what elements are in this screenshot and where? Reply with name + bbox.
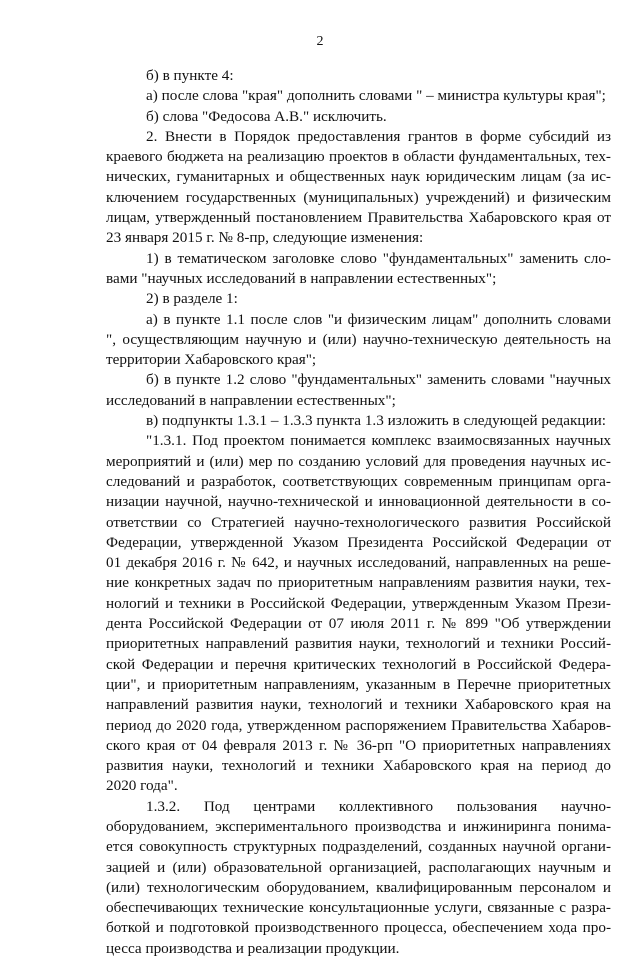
text-line: период до 2020 года, утвержденном распоряжением Правительства Хабаров- — [106, 716, 611, 734]
text-line: ской Федерации и перечня критических технологий в Российской Федера- — [106, 655, 611, 673]
text-line: низации научной, научно-технической и инновационной деятельности в со- — [106, 493, 611, 511]
text-line: (или) технологическим оборудованием, квалифицированным персоналом и — [106, 878, 611, 896]
text-line: следований и разработок, соответствующих современным принципам орга- — [106, 472, 611, 490]
text-line: мероприятий и (или) мер по созданию условий для проведения научных ис- — [106, 452, 611, 470]
page-number: 2 — [316, 34, 324, 49]
text-line: 23 января 2015 г. № 8-пр, следующие изменения: — [106, 229, 424, 247]
text-line: 2) в разделе 1: — [146, 290, 238, 308]
text-line: в) подпункты 1.3.1 – 1.3.3 пункта 1.3 изложить в следующей редакции: — [146, 412, 606, 430]
text-line: лицам, утвержденный постановлением Правительства Хабаровского края от — [106, 209, 611, 227]
text-line: 2020 года". — [106, 777, 178, 795]
text-line: вами "научных исследований в направлении естественных"; — [106, 269, 497, 287]
text-line: Федерации, утвержденной Указом Президента Российской Федерации от — [106, 533, 611, 551]
text-line: развития науки, технологий и техники Хабаровского края на период до — [106, 757, 611, 775]
text-line: ции", и приоритетным направлениям, указанным в Перечне приоритетных — [106, 675, 611, 693]
text-line: б) слова "Федосова А.В." исключить. — [146, 107, 387, 125]
text-line: цесса производства и реализации продукции. — [106, 939, 400, 957]
text-line: ответствии со Стратегией научно-технологического развития Российской — [106, 513, 611, 531]
text-line: боткой и подготовкой производственного процесса, обеспечением хода про- — [106, 919, 611, 937]
text-line: 2. Внести в Порядок предоставления грантов в форме субсидий из — [146, 127, 611, 145]
document-body — [106, 66, 611, 959]
text-line: дента Российской Федерации от 07 июля 2011 г. № 899 "Об утверждении — [106, 615, 611, 633]
text-line: обеспечивающих технические консультационные услуги, связанные с разра- — [106, 899, 611, 917]
text-line: ", осуществляющим научную и (или) научно-техническую деятельность на — [106, 330, 611, 348]
text-line: нических, гуманитарных и общественных наук юридическим лицам (за ис- — [106, 168, 611, 186]
text-line: направлений развития науки, технологий и техники Хабаровского края на — [106, 696, 611, 714]
text-line: нологий и техники в Российской Федерации, утвержденным Указом Прези- — [106, 594, 611, 612]
text-line: ется совокупность структурных подразделений, созданных научной органи- — [106, 838, 611, 856]
text-line: "1.3.1. Под проектом понимается комплекс взаимосвязанных научных — [146, 432, 611, 450]
text-line: 1.3.2. Под центрами коллективного пользования научно- — [146, 797, 611, 815]
text-line: территории Хабаровского края"; — [106, 351, 317, 369]
text-line: ние конкретных задач по приоритетным направлениям развития науки, тех- — [106, 574, 611, 592]
text-line: краевого бюджета на реализацию проектов в области фундаментальных, тех- — [106, 148, 611, 166]
text-line: б) в пункте 4: — [146, 67, 234, 84]
text-line: а) после слова "края" дополнить словами " – министра культуры края"; — [146, 87, 606, 105]
text-line: б) в пункте 1.2 слово "фундаментальных" заменить словами "научных — [146, 371, 611, 389]
text-line: исследований в направлении естественных"; — [106, 391, 396, 409]
text-line: зацией и (или) образовательной организацией, располагающих научным и — [106, 858, 611, 876]
text-line: а) в пункте 1.1 после слов "и физическим лицам" дополнить словами — [146, 310, 611, 328]
text-line: ского края от 04 февраля 2013 г. № 36-рп "О приоритетных направлениях — [106, 736, 611, 754]
text-line: 1) в тематическом заголовке слово "фундаментальных" заменить сло- — [146, 249, 611, 267]
text-line: оборудованием, экспериментального производства и инжиниринга понима- — [106, 817, 611, 835]
text-line: 01 декабря 2016 г. № 642, и научных исследований, направленных на реше- — [106, 554, 611, 572]
text-line: ключением государственных (муниципальных) учреждений) и физическим — [106, 188, 611, 206]
text-line: приоритетных направлений развития науки, технологий и техники Россий- — [106, 635, 611, 653]
